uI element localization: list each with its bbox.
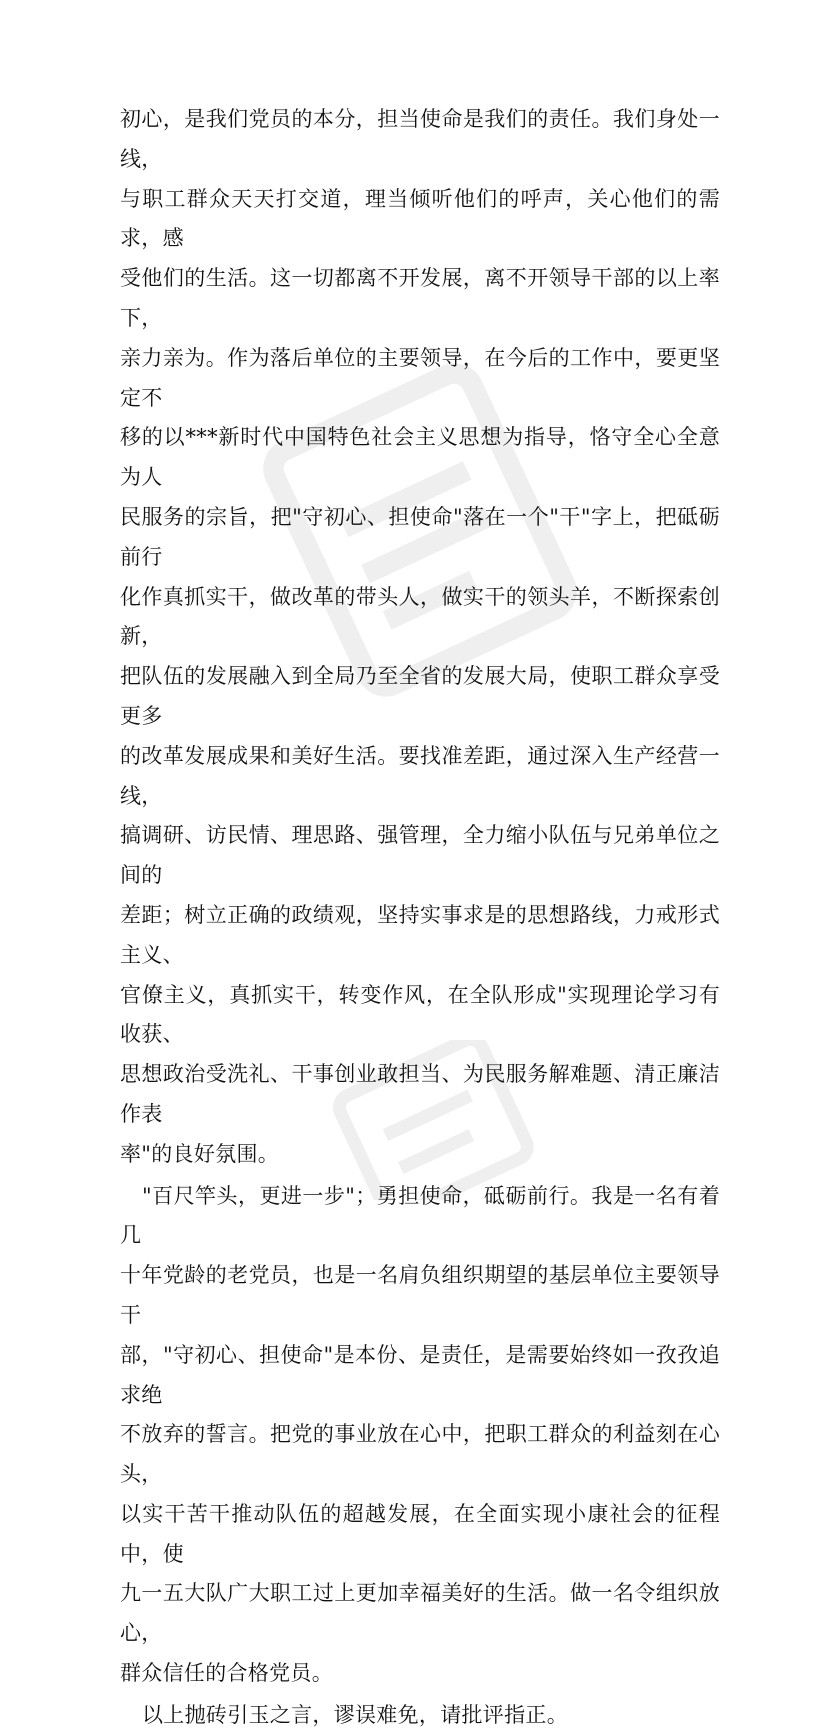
text-line: 搞调研、访民情、理思路、强管理，全力缩小队伍与兄弟单位之间的: [120, 823, 720, 888]
text-line: 官僚主义，真抓实干，转变作风，在全队形成"实现理论学习有收获、: [120, 982, 720, 1047]
paragraph: [120, 1696, 720, 1736]
text-line: "百尺竿头，更进一步"；勇担使命，砥砺前行。我是一名有着几: [120, 1183, 720, 1248]
text-line: 移的以***新时代中国特色社会主义思想为指导，恪守全心全意为人: [120, 425, 720, 490]
text-line: 的改革发展成果和美好生活。要找准差距，通过深入生产经营一线，: [120, 743, 720, 808]
document-body: [120, 100, 720, 1736]
paragraph: [120, 1177, 720, 1694]
text-line: 亲力亲为。作为落后单位的主要领导，在今后的工作中，要更坚定不: [120, 345, 720, 410]
text-line: 以实干苦干推动队伍的超越发展，在全面实现小康社会的征程中，使: [120, 1501, 720, 1566]
text-line: 与职工群众天天打交道，理当倾听他们的呼声，关心他们的需求，感: [120, 186, 720, 251]
text-line: 把队伍的发展融入到全局乃至全省的发展大局，使职工群众享受更多: [120, 664, 720, 728]
text-line: 率"的良好氛围。: [120, 1141, 280, 1166]
text-line: 不放弃的誓言。把党的事业放在心中，把职工群众的利益刻在心头，: [120, 1422, 720, 1487]
text-line: 差距；树立正确的政绩观，坚持实事求是的思想路线，力戒形式主义、: [120, 902, 720, 967]
text-line: 部，"守初心、担使命"是本份、是责任，是需要始终如一孜孜追求绝: [120, 1342, 720, 1407]
text-line: 群众信任的合格党员。: [120, 1661, 333, 1686]
text-line: 以上抛砖引玉之言，谬误难免，请批评指正。: [142, 1702, 568, 1727]
text-line: 九一五大队广大职工过上更加幸福美好的生活。做一名令组织放心，: [120, 1581, 720, 1646]
text-line: 化作真抓实干，做改革的带头人，做实干的领头羊，不断探索创新，: [120, 584, 720, 649]
text-line: 受他们的生活。这一切都离不开发展，离不开领导干部的以上率下，: [120, 266, 720, 330]
paragraph: [120, 100, 720, 1175]
text-line: 初心，是我们党员的本分，担当使命是我们的责任。我们身处一线，: [120, 107, 720, 171]
text-line: 思想政治受洗礼、干事创业敢担当、为民服务解难题、清正廉洁作表: [120, 1062, 720, 1126]
text-line: 十年党龄的老党员，也是一名肩负组织期望的基层单位主要领导干: [120, 1263, 720, 1327]
text-line: 民服务的宗旨，把"守初心、担使命"落在一个"干"字上，把砥砺前行: [120, 504, 720, 569]
